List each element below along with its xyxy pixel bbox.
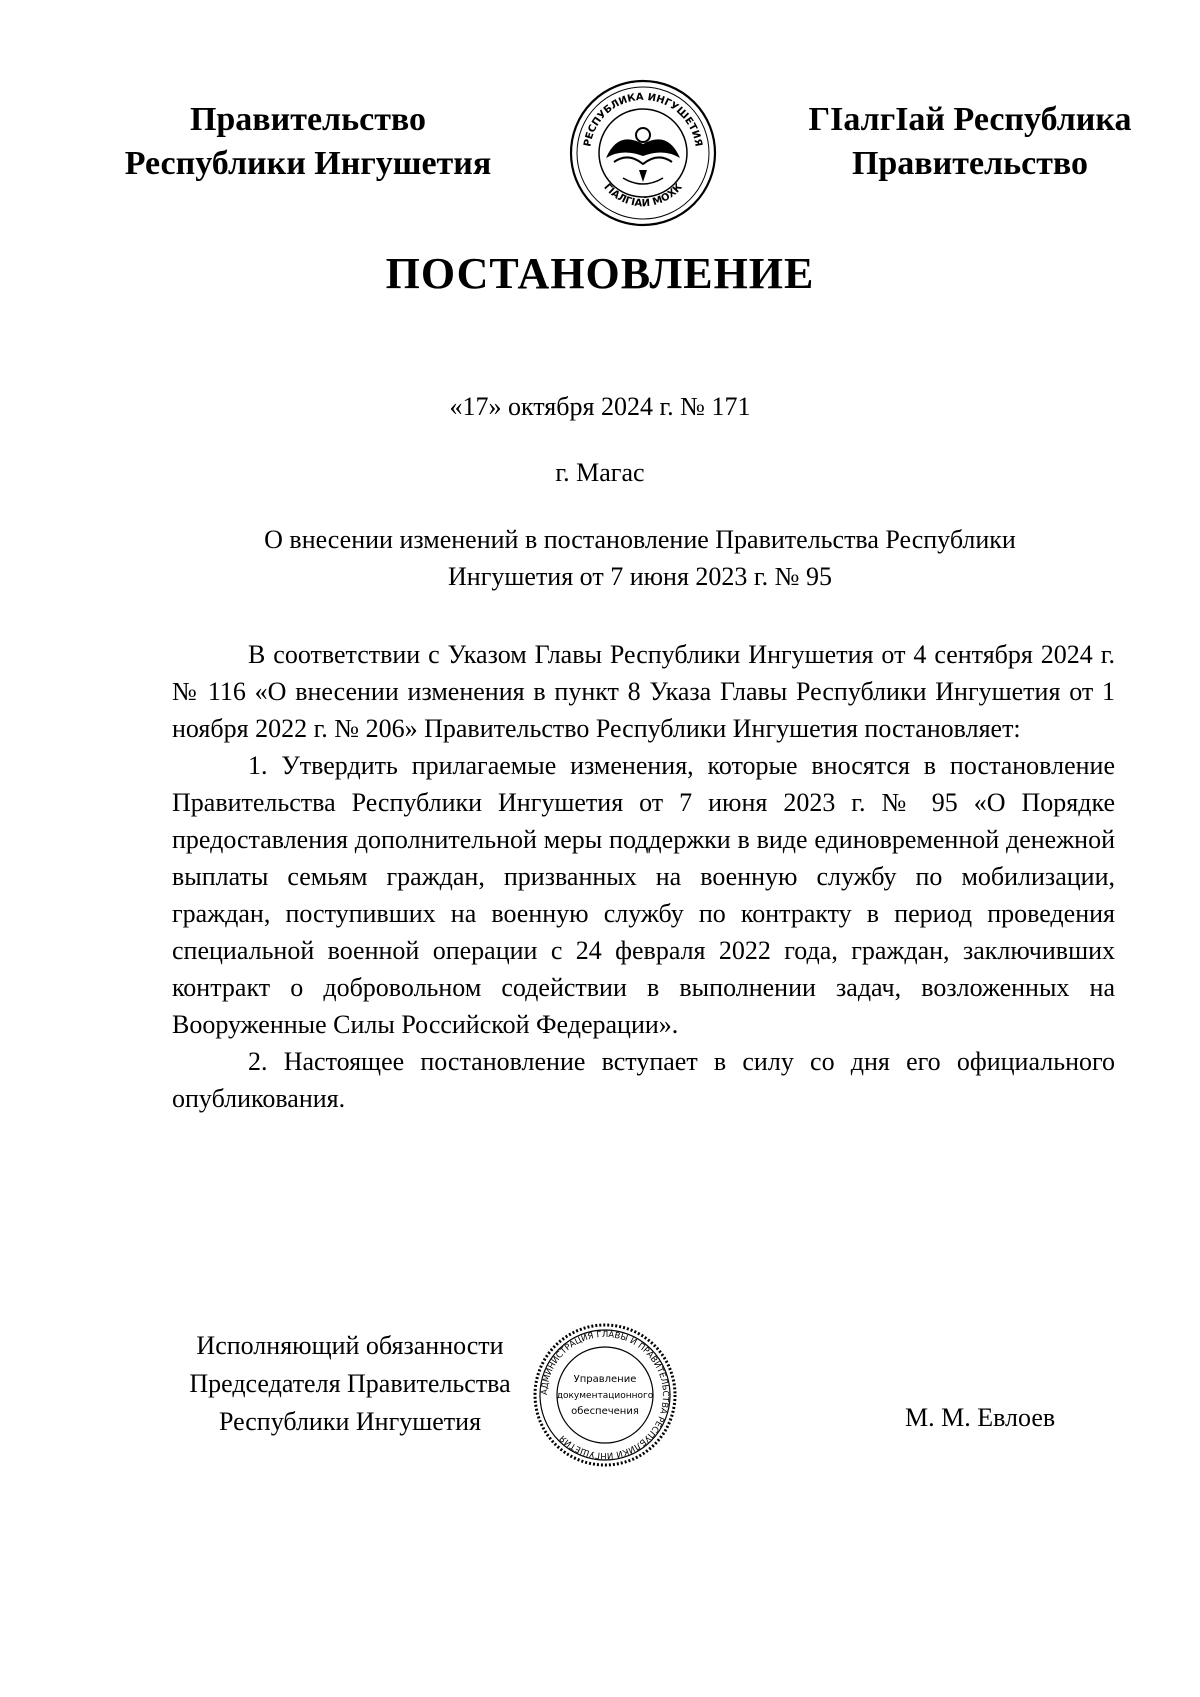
seal-center-line2: документационного — [556, 1391, 654, 1401]
subject-line1: О внесении изменений в постановление Правительства Республики — [264, 525, 1016, 554]
subject-line2: Ингушетия от 7 июня 2023 г. № 95 — [448, 562, 832, 591]
signatory-line2: Председателя Правительства — [189, 1369, 511, 1398]
emblem-top-text: РЕСПУБЛИКА ИНГУШЕТИЯ — [582, 91, 704, 148]
body-paragraph-item2: 2. Настоящее постановление вступает в силу со дня его официального опубликования. — [172, 1047, 1115, 1113]
document-city: г. Магас — [555, 458, 645, 487]
emblem-bottom-text: ГIАЛГIАЙ МОХК — [601, 181, 685, 210]
seal-center-line3: обеспечения — [571, 1406, 639, 1417]
document-title: ПОСТАНОВЛЕНИЕ — [385, 249, 815, 298]
document-date-number: «17» октября 2024 г. № 171 — [449, 392, 751, 421]
round-stamp-icon — [530, 1320, 680, 1470]
document-subject — [200, 521, 1080, 595]
header-left-line2: Республики Ингушетия — [124, 145, 492, 182]
body-paragraph-item1: 1. Утвердить прилагаемые изменения, которые вносятся в постановление Правительства Республики Ингушетия от 7 июня 2023 г. № 95 «О Порядке предоставления дополнительной меры поддержки в виде единовременной денежной выплаты семьям граждан, призванных на военную службу по мобилизации, граждан, поступивших на военную службу по контракту в период проведения специальной военной операции с 24 февраля 2022 года, граждан, заключивших контракт о добровольном содействии в выполнении задач, возложенных на Вооруженные Силы Российской Федерации». — [172, 751, 1115, 1039]
signatory-position — [170, 1327, 530, 1441]
document-body — [172, 636, 1115, 1117]
header-right — [780, 98, 1160, 186]
body-paragraph-preamble: В соответствии с Указом Главы Республики Ингушетия от 4 сентября 2024 г. № 116 «О внесении изменения в пункт 8 Указа Главы Республики Ингушетия от 1 ноября 2022 г. № 206» Правительство Республики Ингушетия постановляет: — [172, 640, 1115, 743]
republic-emblem-icon — [568, 78, 718, 228]
signatory-name: М. М. Евлоев — [905, 1403, 1056, 1432]
header-right-line2: Правительство — [851, 145, 1089, 182]
header-left — [108, 98, 508, 186]
signatory-line3: Республики Ингушетия — [218, 1407, 482, 1436]
signatory-line1: Исполняющий обязанности — [196, 1331, 504, 1360]
seal-ring-text: АДМИНИСТРАЦИЯ ГЛАВЫ И ПРАВИТЕЛЬСТВА РЕСПУБЛИКИ ИНГУШЕТИЯ — [539, 1329, 671, 1461]
header-left-line1: Правительство — [189, 101, 427, 138]
seal-center-line1: Управление — [573, 1374, 637, 1385]
header-right-line1: ГIалгIай Республика — [808, 101, 1132, 138]
